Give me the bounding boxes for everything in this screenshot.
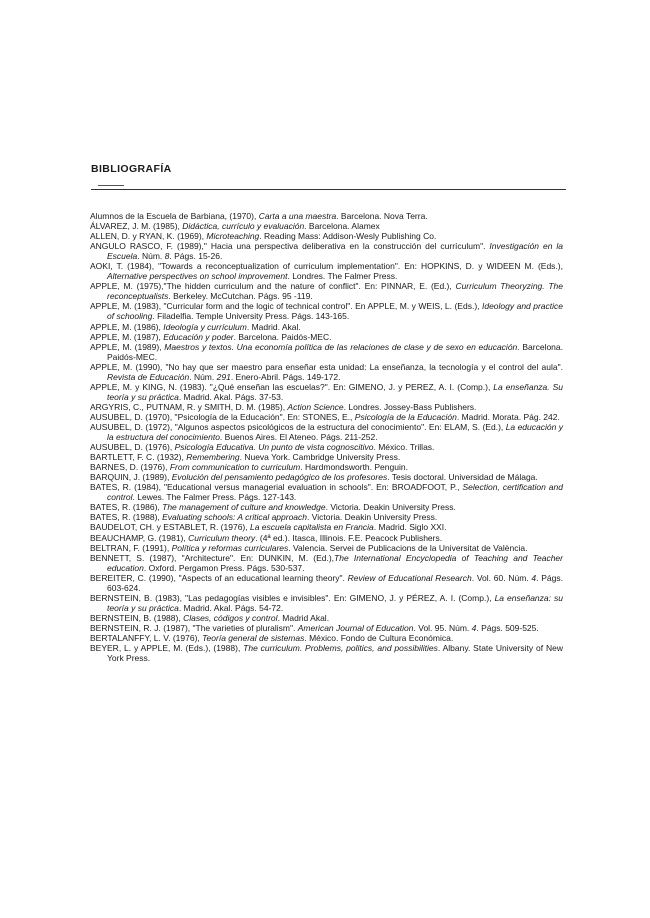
entry-text: AUSUBEL, D. (1976), (90, 442, 175, 453)
heading-rule (91, 189, 566, 190)
bibliography-entry (90, 342, 563, 362)
entry-title-italic: Investigación en la Escuela (107, 241, 563, 262)
entry-title-italic: The International Encyclopedia of Teaching and Teacher education (107, 552, 563, 573)
entry-title-italic: Psicología de la Educación (354, 411, 457, 422)
entry-text: BARQUIN, J. (1989), (90, 472, 172, 483)
entry-text: BELTRAN, F. (1991), (90, 542, 172, 553)
entry-title-italic: Ideology and practice of schooling (107, 301, 563, 322)
bibliography-entry (90, 281, 563, 301)
entry-text: BARNES, D. (1976), (90, 462, 170, 473)
entry-text: APPLE, M. (1986), (90, 321, 164, 332)
bibliography-entry (90, 422, 563, 442)
bibliography-entry (90, 613, 563, 623)
entry-title-italic: American Journal of Education (297, 622, 414, 633)
section-heading: BIBLIOGRAFÍA (91, 163, 172, 175)
entry-text: . Vol. 95. Núm. (413, 622, 472, 633)
entry-text: . Madrid. Akal. Págs. 37-53. (178, 391, 284, 402)
entry-text: BARTLETT, F. C. (1932), (90, 452, 187, 463)
bibliography-entry (90, 241, 563, 261)
entry-text: BERNSTEIN, B. (1983), "Las pedagogías visibles e invisibles". En: GIMENO, J. y PÉREZ, A. I. (Comp.), (90, 592, 495, 603)
entry-title-italic: The curriculum. Problems, politics, and possibilities (243, 643, 438, 654)
entry-text: APPLE, M. y KING, N. (1983). "¿Qué enseñan las escuelas?". En: GIMENO, J. y PEREZ, A. I. (Comp.), (90, 381, 494, 392)
entry-text: . Págs. 603-624. (107, 572, 563, 593)
bibliography-entry (90, 533, 563, 543)
bibliography-entry (90, 502, 563, 512)
bibliography-entry (90, 482, 563, 502)
entry-text: . Madrid. Akal. (246, 321, 301, 332)
bibliography-entry (90, 231, 563, 241)
entry-title-italic: 4 (531, 572, 537, 583)
entry-title-italic: 8 (164, 251, 170, 262)
entry-title-italic: Action Science (287, 401, 344, 412)
entry-text: . Berkeley. McCutchan. Págs. 95 -119. (168, 291, 313, 302)
entry-text: BEYER, L. y APPLE, M. (Eds.), (1988), (90, 643, 244, 654)
entry-text: . México. Trillas. (373, 442, 435, 453)
entry-title-italic: Selection, certification and control (107, 482, 563, 503)
entry-title-italic: Política y reformas curriculares (171, 542, 289, 553)
entry-title-italic: 4 (471, 622, 477, 633)
entry-title-italic: Educación y poder (163, 331, 234, 342)
entry-text: . Barcelona. Nova Terra. (336, 211, 428, 221)
entry-text: . Barcelona. Paidós-MEC. (107, 341, 563, 362)
entry-text: . Tesis doctoral. Universidad de Málaga. (387, 472, 538, 483)
entry-title-italic: Maestros y textos. Una economía política de las relaciones de clase y de sexo en educación (164, 341, 518, 352)
bibliography-entry (90, 221, 563, 231)
bibliography-entry (90, 522, 563, 532)
entry-text: . Victoria. Deakin University Press. (325, 502, 456, 513)
bibliography-entry (90, 512, 563, 522)
entry-title-italic: From communication to curriculum (169, 462, 301, 473)
bibliography-entry (90, 593, 563, 613)
entry-title-italic: Review of Educational Research (347, 572, 472, 583)
entry-text: BATES, R. (1988), (90, 512, 163, 523)
entry-text: . Págs. 15-26. (169, 251, 223, 262)
bibliography-entry (90, 322, 563, 332)
entry-title-italic: Ideología y currículum (163, 321, 247, 332)
entry-text: BENNETT, S. (1987), "Architecture". En: DUNKIN, M. (Ed.), (90, 552, 335, 563)
bibliography-entry (90, 623, 563, 633)
entry-text: . Barcelona. Paidós-MEC. (233, 331, 332, 342)
entry-text: BERNSTEIN, B. (1988), (90, 612, 184, 623)
entry-text: ANGULO RASCO, F. (1989)," Hacia una perspectiva deliberativa en la construcción del currículum". (90, 241, 490, 252)
entry-text: . Victoria. Deakin University Press. (307, 512, 438, 523)
entry-text: . Albany. State University of New York Press. (107, 643, 563, 664)
entry-title-italic: 291 (216, 371, 231, 382)
bibliography-entry (90, 362, 563, 382)
entry-text: BATES, R. (1986), (90, 502, 163, 513)
heading-underline-mark (98, 185, 124, 186)
entry-text: . Enero-Abril. Págs. 149-172. (230, 371, 341, 382)
entry-title-italic: Curriculum theory (188, 532, 256, 543)
bibliography-entry (90, 211, 563, 221)
entry-title-italic: La enseñanza: su teoría y su práctica (107, 592, 564, 613)
entry-title-italic: La escuela capitalista en Francia (249, 522, 374, 533)
entry-title-italic: Remembering (186, 452, 240, 463)
entry-text: APPLE, M. (1989), (90, 341, 165, 352)
entry-text: . Lewes. The Falmer Press. Págs. 127-143. (132, 492, 297, 503)
bibliography-entry (90, 573, 563, 593)
entry-text: . Londres. Jossey-Bass Publishers. (343, 401, 477, 412)
entry-text: APPLE, M. (1983), "Curricular form and the logic of technical control". En APPLE, M. y WEIS, L. (Eds.), (90, 301, 482, 312)
entry-text: . Oxford. Pergamon Press. Págs. 530-537. (143, 562, 305, 573)
entry-title-italic: Curriculum Theoryzing. The reconceptualists (107, 281, 563, 302)
bibliography-entry (90, 472, 563, 482)
entry-title-italic: Evolución del pensamiento pedagógico de los profesores (171, 472, 388, 483)
entry-title-italic: La enseñanza. Su teoría y su práctica (107, 381, 563, 402)
bibliography-entry (90, 301, 563, 321)
entry-text: . Filadelfia. Temple University Press. Págs. 143-165. (152, 311, 350, 322)
bibliography-list (90, 211, 563, 663)
entry-title-italic: Microteaching (206, 231, 260, 242)
bibliography-entry (90, 633, 563, 643)
entry-text: . Hardmondsworth. Penguin. (300, 462, 408, 473)
bibliography-entry (90, 553, 563, 573)
entry-text: . Buenos Aires. El Ateneo. Págs. 211-252. (219, 432, 378, 443)
entry-text: . Madrid. Akal. Págs. 54-72. (178, 602, 284, 613)
entry-text: BERTALANFFY, L. V. (1976), (90, 632, 203, 643)
entry-title-italic: Alternative perspectives on school improvement (107, 271, 288, 282)
entry-text: . Págs. 509-525. (476, 622, 539, 633)
bibliography-entry (90, 442, 563, 452)
entry-text: ÁLVAREZ, J. M. (1985), (90, 221, 183, 232)
bibliography-entry (90, 462, 563, 472)
entry-text: . Barcelona. Alamex (304, 221, 380, 232)
bibliography-entry (90, 543, 563, 553)
entry-text: BEREITER, C. (1990), "Aspects of an educational learning theory". (90, 572, 348, 583)
entry-title-italic: Didáctica, currículo y evaluación (182, 221, 305, 232)
entry-text: APPLE, M. (1987), (90, 331, 164, 342)
entry-text: . Nueva York. Cambridge University Press. (239, 452, 401, 463)
bibliography-entry (90, 332, 563, 342)
entry-text: . Reading Mass: Addison-Wesly Publishing Co. (259, 231, 437, 242)
entry-text: BAUDELOT, CH. y ESTABLET, R. (1976), (90, 522, 250, 533)
entry-title-italic: Clases, códigos y control (183, 612, 278, 623)
entry-text: . Madrid. Siglo XXI. (373, 522, 447, 533)
bibliography-entry (90, 261, 563, 281)
entry-text: BEAUCHAMP, G. (1981), (90, 532, 189, 543)
entry-text: BATES, R. (1984), "Educational versus managerial evaluation in schools". En: BROADFOOT, P., (90, 482, 463, 493)
entry-text: . Londres. The Falmer Press. (287, 271, 398, 282)
entry-text: APPLE, M. (1975),"The hidden curriculum and the nature of conflict". En: PINNAR, E. (Ed.), (90, 281, 456, 292)
entry-text: . Madrid Akal. (277, 612, 330, 623)
entry-text: . Núm. (189, 371, 217, 382)
entry-text: Alumnos de la Escuela de Barbiana, (1970), (90, 211, 259, 221)
entry-title-italic: Psicología Educativa. Un punto de vista cognoscitivo (174, 442, 374, 453)
entry-text: . México. Fondo de Cultura Económica. (304, 632, 454, 643)
entry-text: ARGYRIS, C., PUTNAM, R. y SMITH, D. M. (1985), (90, 401, 288, 412)
entry-text: AUSUBEL, D. (1970), "Psicología de la Educación". En: STONES, E., (90, 411, 355, 422)
bibliography-entry (90, 452, 563, 462)
entry-text: . Vol. 60. Núm. (471, 572, 532, 583)
entry-text: . Valencia. Servei de Publicacions de la Universitat de València. (288, 542, 528, 553)
entry-text: ALLEN, D. y RYAN, K. (1969), (90, 231, 207, 242)
entry-text: . (4ª ed.). Itasca, Illinois. F.E. Peacock Publishers. (255, 532, 443, 543)
entry-title-italic: Evaluating schools: A critical approach (162, 512, 308, 523)
entry-title-italic: La educación y la estructura del conocimiento (107, 421, 563, 443)
bibliography-entry (90, 382, 563, 402)
entry-text: . Madrid. Morata. Pág. 242. (456, 411, 560, 422)
bibliography-entry (90, 412, 563, 422)
entry-text: AOKI, T. (1984), "Towards a reconceptualization of curriculum implementation". En: HOPKINS, D. y WIDEEN M. (Eds.), (90, 261, 563, 272)
entry-text: BERNSTEIN, R. J. (1987), "The varieties of pluralism". (90, 622, 298, 633)
bibliography-entry (90, 402, 563, 412)
bibliography-entry (90, 643, 563, 663)
entry-title-italic: Carta a una maestra (258, 211, 337, 221)
entry-title-italic: The management of culture and knowledge (162, 502, 326, 513)
entry-title-italic: Revista de Educación (107, 371, 190, 382)
entry-title-italic: Teoría general de sistemas (202, 632, 305, 643)
entry-text: . Núm. (137, 251, 165, 262)
entry-text: APPLE, M. (1990), "No hay que ser maestro para enseñar esta unidad: La enseñanza, la tecnología y el control del aula". (90, 361, 563, 372)
entry-text: AUSUBEL, D. (1972), "Algunos aspectos psicológicos de la estructura del conocimiento". En: ELAM, S. (Ed.), (90, 421, 506, 432)
